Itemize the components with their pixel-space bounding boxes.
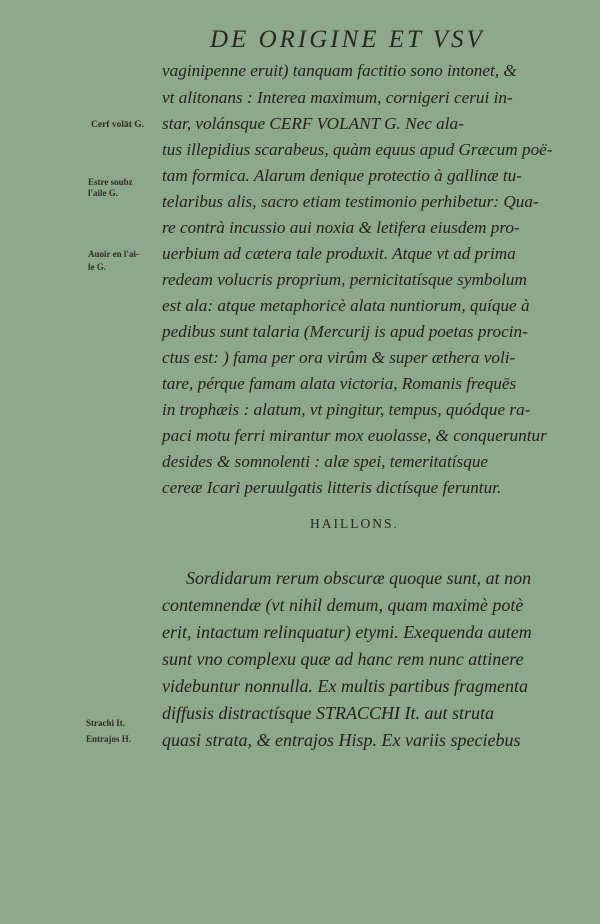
text-line: cereæ Icari peruulgatis litteris dictísque feruntur. — [162, 478, 502, 497]
text-line: paci motu ferri mirantur mox euolasse, & conqueruntur — [162, 426, 547, 445]
text-line: telaribus alis, sacro etiam testimonio perhibetur: Qua- — [162, 192, 539, 211]
section-heading: HAILLONS. — [310, 516, 399, 531]
text-line: vaginipenne eruit) tanquam factitio sono intonet, & — [162, 61, 517, 80]
text-line: ctus est: ) fama per ora virûm & super æthera voli- — [162, 348, 516, 367]
text-line: Sordidarum rerum obscuræ quoque sunt, at non — [186, 568, 532, 588]
text-line: in trophæis : alatum, vt pingitur, tempus, quódque ra- — [162, 400, 531, 419]
margin-note: l'aile G. — [88, 188, 118, 198]
margin-note: Strachi It. — [86, 718, 125, 728]
text-line: redeam volucris proprium, pernicitatísque symbolum — [162, 270, 527, 289]
text-line: quasi strata, & entrajos Hisp. Ex variis speciebus — [162, 730, 521, 750]
text-line: videbuntur nonnulla. Ex multis partibus fragmenta — [162, 676, 528, 696]
margin-note: Entrajos H. — [86, 734, 131, 744]
text-line: tare, pérque famam alata victoria, Romanis frequēs — [162, 374, 517, 393]
margin-note: Auoir en l'ai- — [88, 249, 139, 259]
text-line: sunt vno complexu quæ ad hanc rem nunc attinere — [162, 649, 524, 669]
text-line: desides & somnolenti : alæ spei, temeritatísque — [162, 452, 489, 471]
text-line: re contrà incussio aui noxia & letifera eiusdem pro- — [162, 218, 520, 237]
text-line: tam formica. Alarum denique protectio à gallinæ tu- — [162, 166, 522, 185]
text-line: star, volánsque CERF VOLANT G. Nec ala- — [162, 114, 464, 133]
text-line: uerbium ad cætera tale produxit. Atque vt ad prima — [162, 244, 516, 263]
text-line: diffusis distractísque STRACCHI It. aut struta — [162, 703, 495, 723]
text-line: est ala: atque metaphoricè alata nuntiorum, quíque à — [162, 296, 530, 315]
text-line: contemnendæ (vt nihil demum, quam maximè potè — [162, 595, 524, 615]
text-line: erit, intactum relinquatur) etymi. Exequenda autem — [162, 622, 532, 642]
margin-note: le G. — [88, 262, 106, 272]
text-line: tus illepidius scarabeus, quàm equus apud Græcum poë- — [162, 140, 553, 159]
text-line: pedibus sunt talaria (Mercurij is apud poetas procin- — [162, 322, 528, 341]
running-head: DE ORIGINE ET VSV — [210, 26, 485, 53]
text-line: vt alitonans : Interea maximum, cornigeri cerui in- — [162, 88, 513, 107]
margin-note: Estre soubz — [88, 177, 133, 187]
margin-note: Cerf volāt G. — [91, 120, 145, 130]
